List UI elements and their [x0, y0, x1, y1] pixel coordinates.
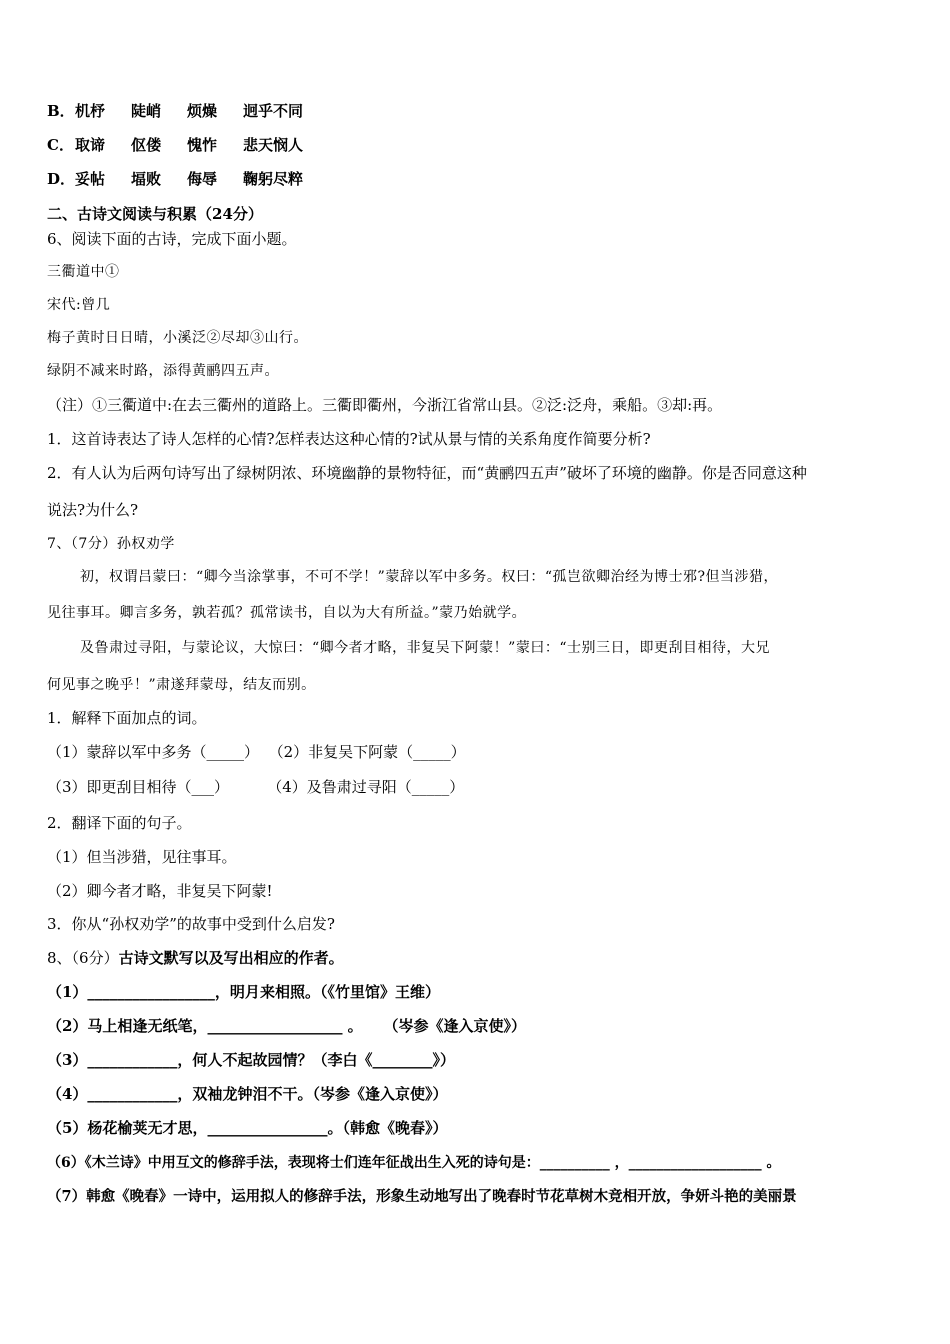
- q6-sub2: 2．有人认为后两句诗写出了绿树阴浓、环境幽静的景物特征，而“黄鹂四五声”破坏了环境的幽静。你是否同意这种: [47, 464, 807, 482]
- choice-word: 迥乎不同: [243, 102, 304, 120]
- q8-instruction: 古诗文默写以及写出相应的作者。: [118, 949, 344, 967]
- q7-sub1: 1．解释下面加点的词。: [47, 709, 207, 727]
- q6-sub1: 1．这首诗表达了诗人怎样的心情?怎样表达这种心情的?试从景与情的关系角度作简要分析?: [47, 430, 651, 448]
- q7-sub2-item: （1）但当涉猎，见往事耳。: [47, 848, 237, 866]
- q6-prompt: 6、阅读下面的古诗，完成下面小题。: [47, 230, 297, 248]
- poem-line: 梅子黄时日日晴，小溪泛②尽却③山行。: [47, 330, 308, 346]
- q8-heading: [47, 948, 344, 968]
- choice-d: [47, 169, 329, 189]
- section-heading: 二、古诗文阅读与积累（24分）: [47, 205, 263, 223]
- dictation-item: （6）《木兰诗》中用互文的修辞手法，表现将士们连年征战出生入死的诗句是：__________ ，___________________ 。: [47, 1155, 781, 1171]
- choice-label: C．: [47, 136, 74, 154]
- passage-line: 见往事耳。卿言多务，孰若孤？孤常读书，自以为大有所益。”蒙乃始就学。: [47, 605, 527, 621]
- dictation-item: （3）____________，何人不起故园情？（李白《________》）: [47, 1051, 455, 1069]
- poem-note: （注）①三衢道中:在去三衢州的道路上。三衢即衢州，今浙江省常山县。②泛:泛舟，乘船。③却:再。: [47, 396, 723, 414]
- choice-word: 鞠躬尽粹: [243, 170, 304, 188]
- dictation-item: （1）_________________，明月来相照。（《竹里馆》王维）: [47, 983, 440, 1001]
- dictation-item: （7）韩愈《晚春》一诗中，运用拟人的修辞手法，形象生动地写出了晚春时节花草树木竞相开放，争妍斗艳的美丽景: [47, 1188, 797, 1205]
- q7-sub1-items: （1）蒙辞以军中多务（_____） （2）非复吴下阿蒙（_____）: [47, 743, 466, 761]
- poem-author: 宋代:曾几: [47, 297, 111, 313]
- poem-title: 三衢道中①: [47, 264, 120, 280]
- dictation-item: （5）杨花榆荚无才思，________________。（韩愈《晚春》）: [47, 1119, 448, 1137]
- choice-word: 陡峭: [131, 102, 162, 120]
- q7-sub2-item: （2）卿今者才略，非复吴下阿蒙!: [47, 882, 273, 900]
- choice-label: B．: [47, 102, 75, 120]
- choice-label: D．: [47, 170, 76, 188]
- dictation-item: （2）马上相逢无纸笔，__________________ 。 （岑参《逢入京使》）: [47, 1017, 527, 1035]
- choice-word: 悲天悯人: [243, 136, 304, 154]
- choice-word: 愧怍: [187, 136, 218, 154]
- passage-line: 何见事之晚乎！”肃遂拜蒙母，结友而别。: [47, 677, 316, 693]
- choice-word: 堛败: [131, 170, 162, 188]
- choice-word: 伛偻: [131, 136, 162, 154]
- choice-word: 取谛: [75, 136, 106, 154]
- choice-c: [47, 135, 329, 155]
- poem-line: 绿阴不减来时路，添得黄鹂四五声。: [47, 363, 279, 379]
- q7-heading: 7、（7分）孙权劝学: [47, 536, 175, 552]
- q7-sub1-items: （3）即更刮目相待（___） （4）及鲁肃过寻阳（_____）: [47, 778, 465, 796]
- dictation-item: （4）____________，双袖龙钟泪不干。（岑参《逢入京使》）: [47, 1085, 448, 1103]
- choice-word: 机杼: [75, 102, 106, 120]
- choice-b: [47, 101, 329, 121]
- choice-word: 侮辱: [187, 170, 218, 188]
- q7-sub3: 3．你从“孙权劝学”的故事中受到什么启发?: [47, 915, 335, 933]
- choice-word: 烦燥: [187, 102, 218, 120]
- q7-sub2: 2．翻译下面的句子。: [47, 814, 192, 832]
- passage-line: 及鲁肃过寻阳，与蒙论议，大惊曰：“卿今者才略，非复吴下阿蒙！”蒙曰：“士别三日，即更刮目相待，大兄: [80, 640, 770, 656]
- choice-word: 妥帖: [75, 170, 106, 188]
- q6-sub2-cont: 说法?为什么?: [47, 501, 139, 519]
- q8-number: 8、（6分）: [47, 949, 119, 967]
- passage-line: 初，权谓吕蒙曰：“卿今当涂掌事，不可不学！”蒙辞以军中多务。权曰：“孤岂欲卿治经为博士邪?但当涉猎，: [80, 569, 778, 585]
